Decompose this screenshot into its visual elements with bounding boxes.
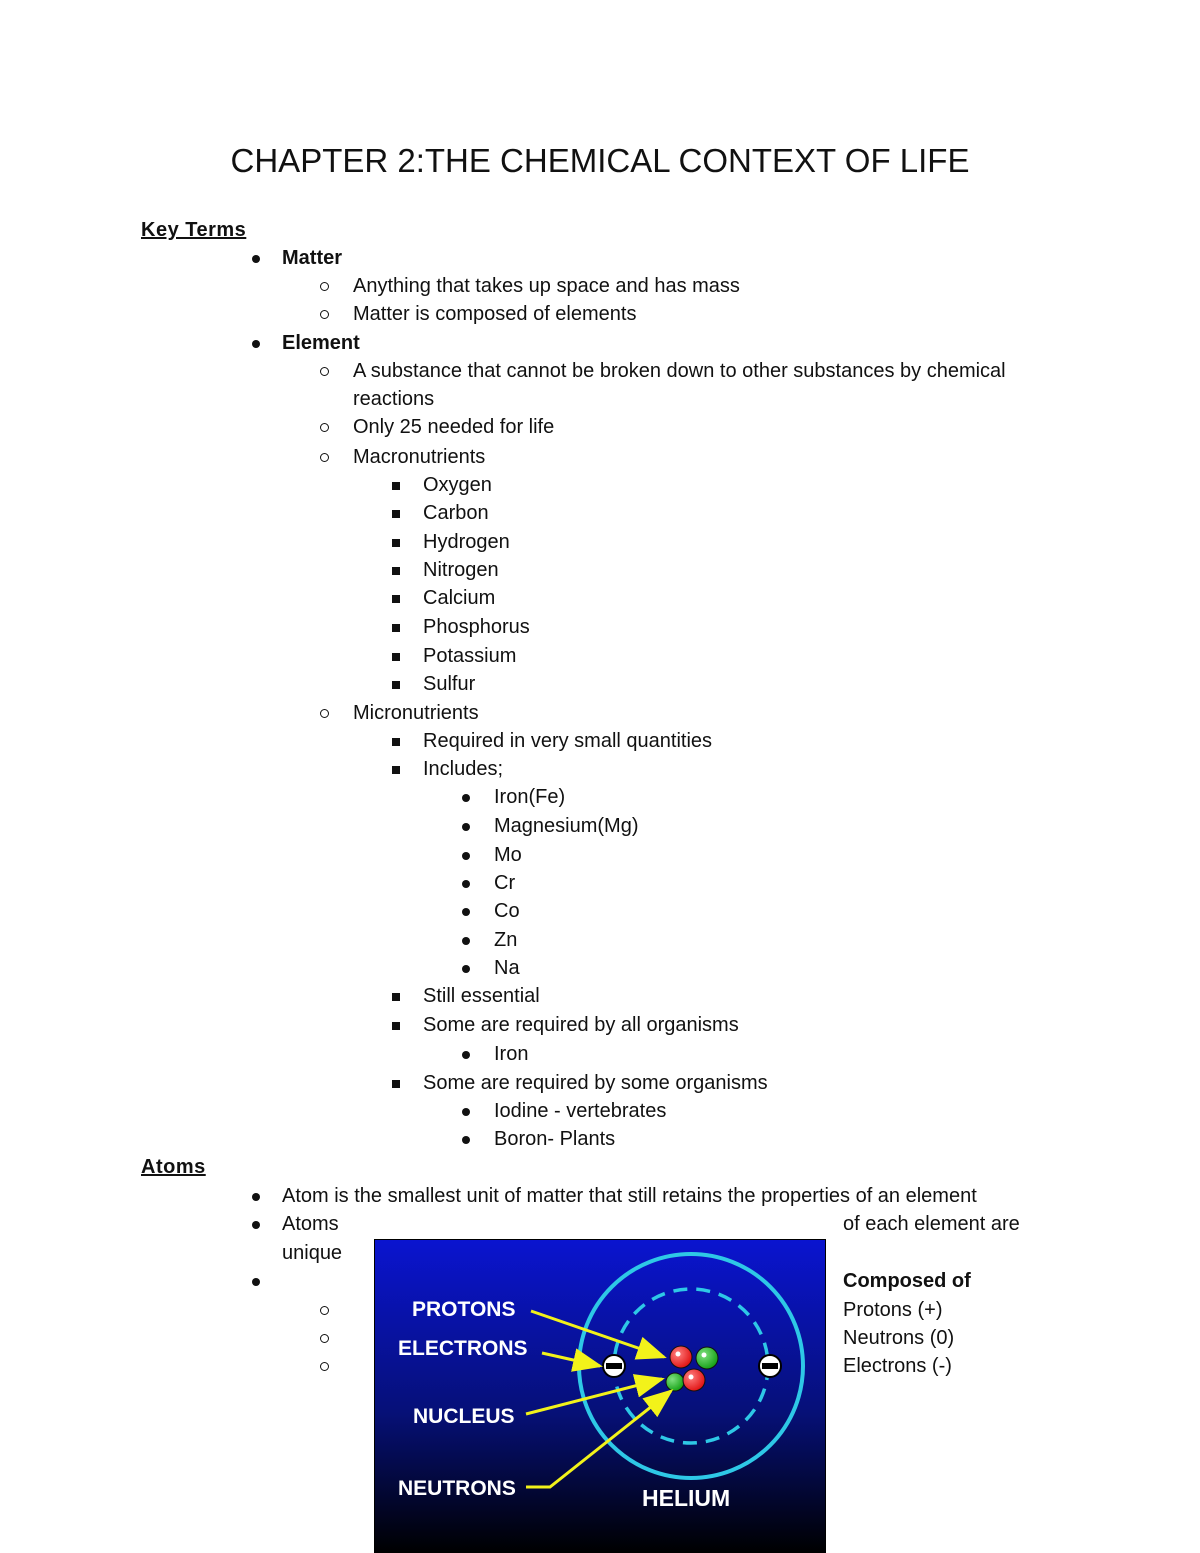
- atoms-unique-tail: of each element are: [843, 1213, 1020, 1235]
- bullet-dot: [456, 1097, 476, 1125]
- label-helium: HELIUM: [642, 1485, 731, 1511]
- micronutrient-element: Cr: [494, 872, 516, 894]
- macronutrient-item: Phosphorus: [423, 616, 530, 638]
- element-definition-line2: reactions: [353, 388, 435, 410]
- micronutrient-element: Iron(Fe): [494, 786, 566, 808]
- bullet-dot: [456, 897, 476, 925]
- micronutrient-some-organisms: Some are required by some organisms: [423, 1072, 768, 1094]
- macronutrients-label: Macronutrients: [353, 446, 486, 468]
- bullet-square: [386, 613, 406, 641]
- composed-of-label: Composed of: [843, 1270, 971, 1292]
- bullet-dot: [456, 841, 476, 869]
- bullet-dot: [456, 1125, 476, 1153]
- macronutrient-item: Sulfur: [423, 673, 476, 695]
- bullet-square: [386, 670, 406, 698]
- micronutrient-element: Co: [494, 900, 520, 922]
- only-25-text: Only 25 needed for life: [353, 416, 555, 438]
- bullet-square: [386, 1011, 406, 1039]
- bullet-dot: [246, 1267, 266, 1295]
- bullet-ring: [314, 1296, 334, 1324]
- page-title: CHAPTER 2:THE CHEMICAL CONTEXT OF LIFE: [230, 142, 970, 179]
- micronutrient-required: Required in very small quantities: [423, 730, 713, 752]
- term-element: Element: [282, 332, 360, 354]
- bullet-dot: [456, 812, 476, 840]
- bullet-ring: [314, 1352, 334, 1380]
- bullet-ring: [314, 272, 334, 300]
- label-neutrons: NEUTRONS: [398, 1477, 516, 1500]
- bullet-dot: [456, 869, 476, 897]
- helium-atom-svg: [374, 1239, 826, 1553]
- atoms-unique-word: unique: [282, 1242, 343, 1264]
- bullet-ring: [314, 357, 334, 385]
- bullet-ring: [314, 300, 334, 328]
- key-terms-heading: Key Terms: [141, 219, 247, 241]
- bullet-dot: [456, 926, 476, 954]
- neutron: [666, 1373, 684, 1391]
- matter-point: Anything that takes up space and has mass: [353, 275, 740, 297]
- proton: [670, 1346, 692, 1368]
- all-organisms-item: Iron: [494, 1043, 529, 1065]
- bullet-ring: [314, 1324, 334, 1352]
- macronutrient-item: Calcium: [423, 587, 496, 609]
- electron-right: [759, 1355, 781, 1377]
- bullet-square: [386, 755, 406, 783]
- proton: [683, 1369, 705, 1391]
- macronutrient-item: Oxygen: [423, 474, 492, 496]
- label-protons: PROTONS: [412, 1298, 516, 1321]
- macronutrient-item: Potassium: [423, 645, 517, 667]
- bullet-dot: [456, 1040, 476, 1068]
- bullet-dot: [246, 1182, 266, 1210]
- electron-left: [603, 1355, 625, 1377]
- bullet-square: [386, 1069, 406, 1097]
- bullet-square: [386, 642, 406, 670]
- macronutrient-item: Nitrogen: [423, 559, 499, 581]
- term-matter: Matter: [282, 247, 343, 269]
- bullet-dot: [246, 244, 266, 272]
- bullet-square: [386, 528, 406, 556]
- bullet-dot: [456, 783, 476, 811]
- bullet-ring: [314, 699, 334, 727]
- macronutrient-item: Carbon: [423, 502, 489, 524]
- micronutrient-element: Mo: [494, 844, 522, 866]
- bullet-ring: [314, 443, 334, 471]
- some-organisms-item: Iodine - vertebrates: [494, 1100, 667, 1122]
- macronutrient-item: Hydrogen: [423, 531, 510, 553]
- micronutrients-label: Micronutrients: [353, 702, 479, 724]
- bullet-ring: [314, 413, 334, 441]
- bullet-dot: [456, 954, 476, 982]
- particle-item: Protons (+): [843, 1299, 943, 1321]
- matter-point: Matter is composed of elements: [353, 303, 637, 325]
- label-nucleus: NUCLEUS: [413, 1405, 515, 1428]
- atom-smallest-unit: Atom is the smallest unit of matter that still retains the properties of an element: [282, 1185, 977, 1207]
- bullet-square: [386, 556, 406, 584]
- atoms-heading: Atoms: [141, 1156, 206, 1178]
- bullet-square: [386, 471, 406, 499]
- bullet-dot: [246, 329, 266, 357]
- bullet-square: [386, 499, 406, 527]
- micronutrient-element: Magnesium(Mg): [494, 815, 639, 837]
- neutron: [696, 1347, 718, 1369]
- helium-atom-diagram: [374, 1239, 826, 1553]
- micronutrient-element: Zn: [494, 929, 518, 951]
- bullet-square: [386, 584, 406, 612]
- bullet-square: [386, 982, 406, 1010]
- bullet-square: [386, 727, 406, 755]
- some-organisms-item: Boron- Plants: [494, 1128, 616, 1150]
- micronutrient-still-essential: Still essential: [423, 985, 540, 1007]
- micronutrient-element: Na: [494, 957, 520, 979]
- element-definition-line1: A substance that cannot be broken down to other substances by chemical: [353, 360, 1006, 382]
- atoms-word: Atoms: [282, 1213, 339, 1235]
- label-electrons: ELECTRONS: [398, 1337, 528, 1360]
- micronutrient-includes: Includes;: [423, 758, 504, 780]
- micronutrient-all-organisms: Some are required by all organisms: [423, 1014, 739, 1036]
- bullet-dot: [246, 1210, 266, 1238]
- particle-item: Neutrons (0): [843, 1327, 955, 1349]
- particle-item: Electrons (-): [843, 1355, 952, 1377]
